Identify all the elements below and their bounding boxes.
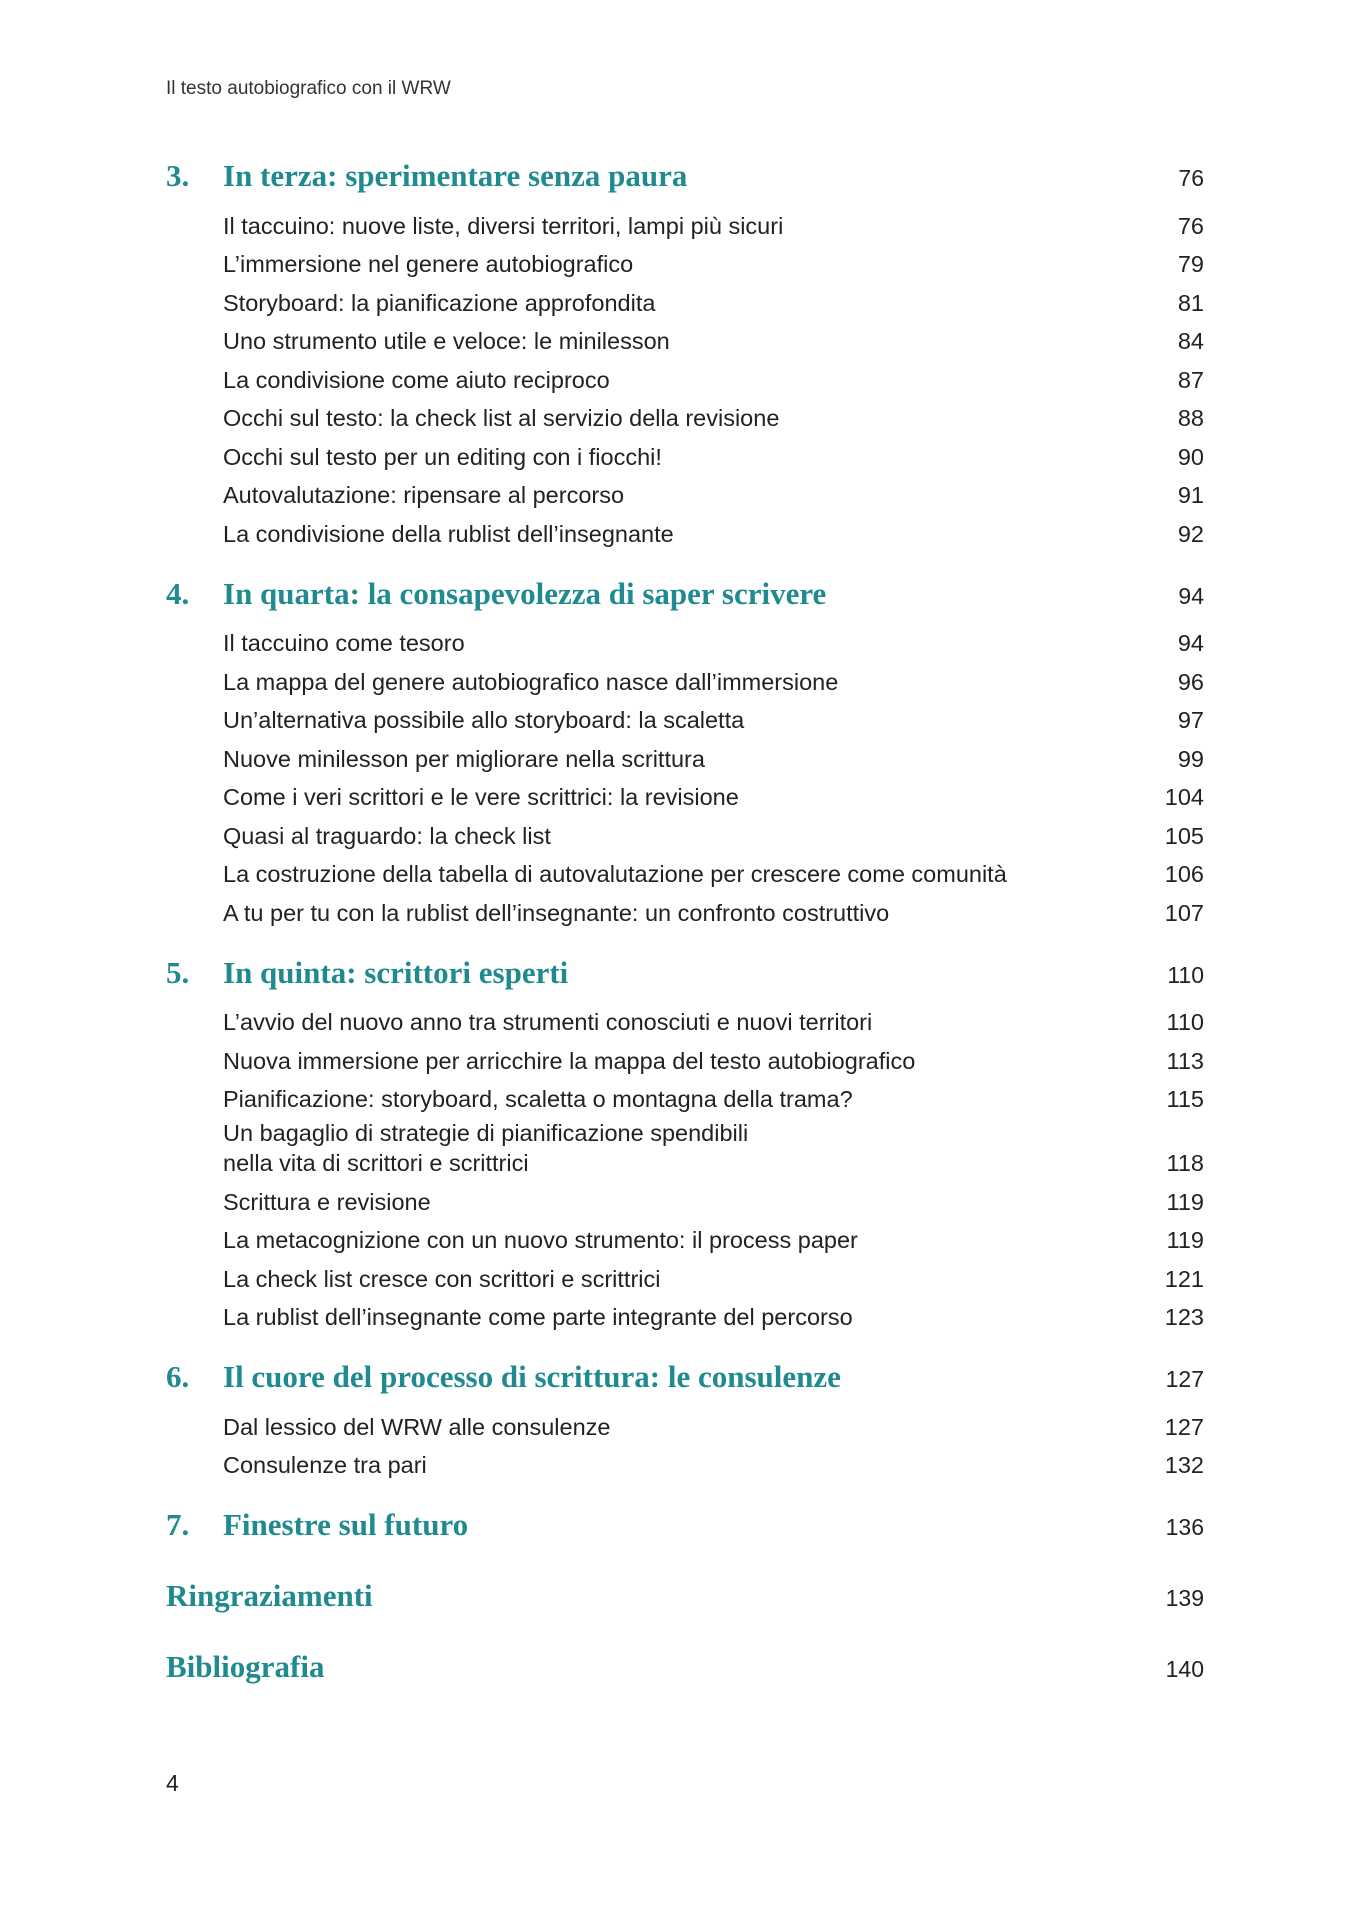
- entry-page-number: 97: [1177, 707, 1204, 733]
- back-matter-heading[interactable]: [166, 1649, 1204, 1697]
- entry-page-number: 99: [1177, 745, 1204, 772]
- chapter-heading[interactable]: [166, 1359, 1204, 1407]
- toc-entry[interactable]: [223, 816, 1204, 855]
- toc-entry[interactable]: [223, 437, 1204, 476]
- entry-page-number: 88: [1177, 405, 1204, 431]
- entry-page-number: 118: [1166, 1150, 1204, 1176]
- entry-title: Un bagaglio di strategie di pianificazione spendibili nella vita di scrittori e scrittrici: [223, 1120, 749, 1176]
- entry-title: Consulenze tra pari: [223, 1452, 427, 1478]
- entry-title: Dal lessico del WRW alle consulenze: [223, 1413, 611, 1440]
- toc-entry[interactable]: [223, 283, 1204, 322]
- entry-title: Nuove minilesson per migliorare nella scrittura: [223, 745, 705, 772]
- toc-entry[interactable]: [223, 514, 1204, 553]
- toc-entry[interactable]: [223, 1182, 1204, 1221]
- chapter-number: 5.: [166, 954, 190, 990]
- chapter-page-number: 94: [1178, 582, 1204, 609]
- chapter-heading[interactable]: [166, 1507, 1204, 1555]
- entry-page-number: 104: [1164, 784, 1204, 810]
- chapter-page-number: 127: [1165, 1366, 1204, 1392]
- chapter-heading[interactable]: [166, 576, 1204, 624]
- entry-page-number: 115: [1166, 1086, 1204, 1112]
- toc-entry[interactable]: [223, 1118, 1204, 1182]
- entry-title: La condivisione come aiuto reciproco: [223, 366, 610, 393]
- toc-entry[interactable]: [223, 322, 1204, 361]
- entry-title: L’immersione nel genere autobiografico: [223, 251, 634, 277]
- back-matter-page-number: 140: [1165, 1656, 1204, 1682]
- chapter-heading[interactable]: [166, 158, 1204, 206]
- entry-page-number: 106: [1164, 861, 1204, 887]
- toc-entry[interactable]: [223, 1259, 1204, 1298]
- entry-page-number: 119: [1166, 1227, 1204, 1253]
- chapter-number: 4.: [166, 575, 190, 611]
- chapter-number: 6.: [166, 1359, 190, 1394]
- toc-entry[interactable]: [223, 624, 1204, 663]
- toc-entry[interactable]: [223, 1003, 1204, 1042]
- back-matter-page-number: 139: [1165, 1585, 1204, 1611]
- back-matter-title: Bibliografia: [166, 1649, 325, 1684]
- chapter-number: 7.: [166, 1507, 190, 1542]
- entry-title: Autovalutazione: ripensare al percorso: [223, 482, 625, 508]
- toc-chapter-4: [166, 576, 1204, 932]
- entry-title: Quasi al traguardo: la check list: [223, 822, 551, 849]
- entry-title: Il taccuino: nuove liste, diversi territori, lampi più sicuri: [223, 212, 784, 239]
- entry-title: La condivisione della rublist dell’insegnante: [223, 520, 674, 547]
- chapter-heading[interactable]: [166, 955, 1204, 1003]
- entry-title: La mappa del genere autobiografico nasce dall’immersione: [223, 668, 839, 695]
- entry-title: Occhi sul testo per un editing con i fiocchi!: [223, 443, 662, 470]
- entry-page-number: 94: [1177, 630, 1204, 656]
- entry-title: La rublist dell’insegnante come parte integrante del percorso: [223, 1304, 853, 1330]
- toc-chapter-3: [166, 158, 1204, 553]
- section-list: [223, 206, 1204, 553]
- chapter-title: Finestre sul futuro: [223, 1507, 469, 1542]
- toc-entry[interactable]: [223, 1080, 1204, 1119]
- toc-entry[interactable]: [223, 1298, 1204, 1337]
- entry-page-number: 87: [1177, 366, 1204, 393]
- toc-entry[interactable]: [223, 399, 1204, 438]
- toc-entry[interactable]: [223, 739, 1204, 778]
- toc-entry[interactable]: [223, 360, 1204, 399]
- chapter-title: Il cuore del processo di scrittura: le consulenze: [223, 1359, 841, 1394]
- entry-page-number: 96: [1177, 668, 1204, 695]
- running-header: Il testo autobiografico con il WRW: [166, 78, 451, 99]
- entry-title: L’avvio del nuovo anno tra strumenti conosciuti e nuovi territori: [223, 1009, 873, 1035]
- back-matter-title: Ringraziamenti: [166, 1578, 373, 1613]
- entry-page-number: 132: [1164, 1452, 1204, 1478]
- entry-title: Il taccuino come tesoro: [223, 630, 465, 656]
- toc-entry[interactable]: [223, 245, 1204, 284]
- entry-page-number: 105: [1164, 822, 1204, 849]
- entry-page-number: 127: [1164, 1413, 1204, 1440]
- entry-title: La metacognizione con un nuovo strumento: il process paper: [223, 1227, 858, 1253]
- toc-entry[interactable]: [223, 778, 1204, 817]
- toc-chapter-5: [166, 955, 1204, 1337]
- entry-page-number: 119: [1166, 1188, 1204, 1215]
- entry-page-number: 110: [1166, 1009, 1204, 1035]
- entry-title: Uno strumento utile e veloce: le minilesson: [223, 328, 670, 354]
- section-list: [223, 1003, 1204, 1337]
- back-matter-heading[interactable]: [166, 1578, 1204, 1626]
- toc-chapter-7: [166, 1507, 1204, 1555]
- entry-title: Un’alternativa possibile allo storyboard: la scaletta: [223, 707, 745, 733]
- entry-title: Pianificazione: storyboard, scaletta o montagna della trama?: [223, 1086, 853, 1112]
- entry-page-number: 84: [1177, 328, 1204, 354]
- entry-title: La check list cresce con scrittori e scrittrici: [223, 1265, 661, 1292]
- toc-entry[interactable]: [223, 1221, 1204, 1260]
- chapter-title: In quinta: scrittori esperti: [223, 954, 569, 990]
- entry-page-number: 121: [1164, 1265, 1204, 1292]
- entry-title: Come i veri scrittori e le vere scrittrici: la revisione: [223, 784, 739, 810]
- chapter-page-number: 136: [1165, 1514, 1204, 1540]
- toc-bibliography: [166, 1649, 1204, 1697]
- entry-title: Nuova immersione per arricchire la mappa del testo autobiografico: [223, 1047, 916, 1074]
- section-list: [223, 1407, 1204, 1484]
- entry-page-number: 91: [1177, 482, 1204, 508]
- toc-entry[interactable]: [223, 855, 1204, 894]
- toc-entry[interactable]: [223, 206, 1204, 245]
- toc-entry[interactable]: [223, 893, 1204, 932]
- entry-page-number: 92: [1177, 520, 1204, 547]
- chapter-title: In quarta: la consapevolezza di saper scrivere: [223, 575, 827, 611]
- toc-entry[interactable]: [223, 476, 1204, 515]
- entry-page-number: 90: [1177, 443, 1204, 470]
- entry-page-number: 76: [1177, 212, 1204, 239]
- toc-entry[interactable]: [223, 1041, 1204, 1080]
- chapter-page-number: 110: [1167, 961, 1204, 988]
- entry-page-number: 123: [1164, 1304, 1204, 1330]
- toc-acknowledgements: [166, 1578, 1204, 1626]
- entry-title: Storyboard: la pianificazione approfondita: [223, 289, 656, 316]
- section-list: [223, 624, 1204, 932]
- entry-page-number: 107: [1164, 899, 1204, 926]
- chapter-title: In terza: sperimentare senza paura: [223, 158, 688, 193]
- toc-entry[interactable]: [223, 1446, 1204, 1485]
- entry-title: Occhi sul testo: la check list al servizio della revisione: [223, 405, 780, 431]
- entry-title: La costruzione della tabella di autovalutazione per crescere come comunità: [223, 861, 1007, 887]
- toc-entry[interactable]: [223, 662, 1204, 701]
- entry-title: Scrittura e revisione: [223, 1188, 431, 1215]
- page-number: 4: [166, 1770, 179, 1796]
- toc-entry[interactable]: [223, 701, 1204, 740]
- toc-entry[interactable]: [223, 1407, 1204, 1446]
- chapter-number: 3.: [166, 158, 190, 193]
- table-of-contents: [166, 158, 1204, 1720]
- entry-page-number: 79: [1177, 251, 1204, 277]
- entry-page-number: 81: [1177, 289, 1204, 316]
- toc-chapter-6: [166, 1359, 1204, 1484]
- entry-page-number: 113: [1166, 1047, 1204, 1074]
- chapter-page-number: 76: [1178, 165, 1204, 191]
- entry-title: A tu per tu con la rublist dell’insegnante: un confronto costruttivo: [223, 899, 890, 926]
